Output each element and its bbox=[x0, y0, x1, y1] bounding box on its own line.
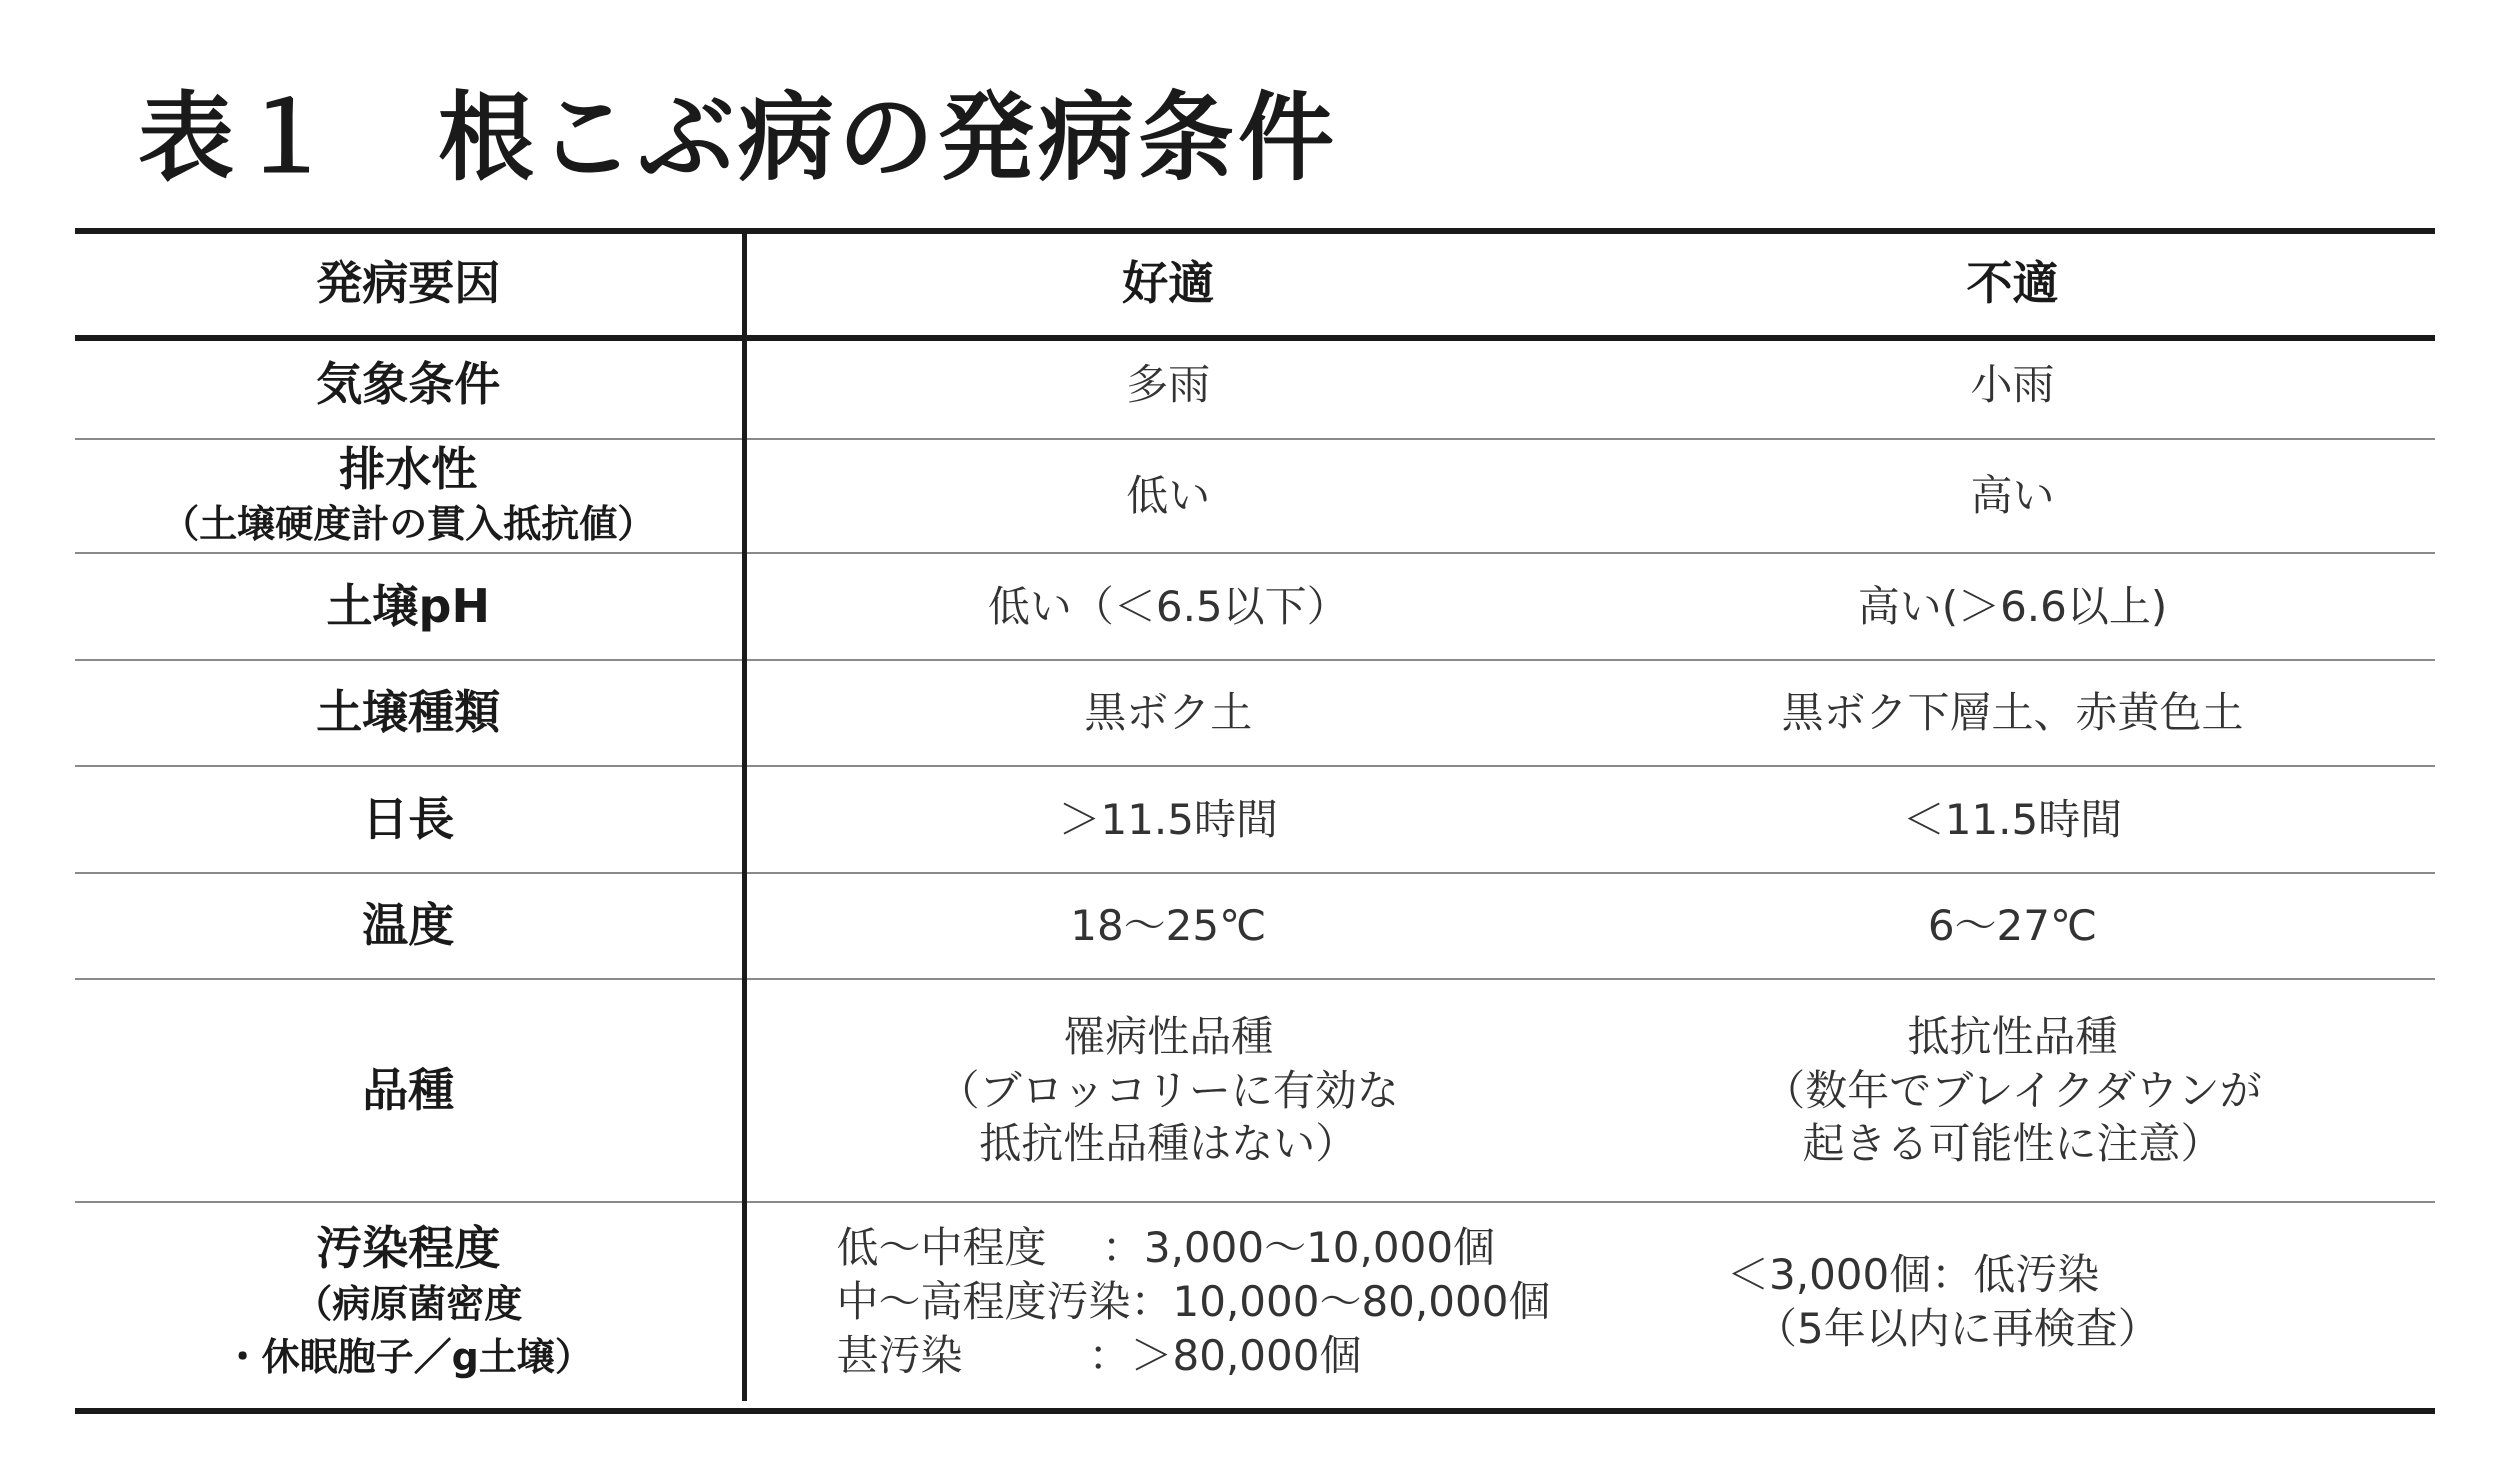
row-label-cell bbox=[75, 1202, 744, 1401]
unfavorable-cell bbox=[1590, 1202, 2435, 1401]
row-label: 日長 bbox=[75, 766, 744, 873]
page-title: 表１ 根こぶ病の発病条件 bbox=[138, 82, 1338, 194]
disease-conditions-table bbox=[75, 228, 2435, 1401]
favorable-line: 中～高程度汚染：10,000～80,000個 bbox=[836, 1277, 1551, 1327]
table-row bbox=[75, 1202, 2435, 1401]
favorable-cell bbox=[744, 1202, 1590, 1401]
unfavorable-line: （数年でブレイクダウンが bbox=[1763, 1065, 2262, 1115]
table-row bbox=[75, 439, 2435, 553]
header-favorable: 好適 bbox=[1122, 256, 1215, 310]
unfavorable-cell: 黒ボク下層土、赤黄色土 bbox=[1590, 660, 2435, 766]
row-sublabel: （病原菌密度 bbox=[294, 1281, 523, 1326]
unfavorable-line: 起きる可能性に注意） bbox=[1802, 1119, 2223, 1169]
row-label: 土壌pH bbox=[75, 553, 744, 660]
table-row bbox=[75, 873, 2435, 979]
favorable-line: 甚汚染 ：＞80,000個 bbox=[836, 1330, 1362, 1380]
table-row bbox=[75, 979, 2435, 1202]
row-label: 温度 bbox=[75, 873, 744, 979]
favorable-line: 罹病性品種 bbox=[1063, 1011, 1274, 1061]
unfavorable-cell: ＜11.5時間 bbox=[1590, 766, 2435, 873]
unfavorable-cell: 高い(＞6.6以上) bbox=[1590, 553, 2435, 660]
row-label: 汚染程度 bbox=[316, 1221, 501, 1276]
favorable-cell: 低い（＜6.5以下） bbox=[744, 553, 1590, 660]
unfavorable-cell: 高い bbox=[1590, 439, 2435, 553]
table-row bbox=[75, 660, 2435, 766]
table-header-row bbox=[75, 228, 2435, 332]
favorable-cell: 多雨 bbox=[744, 332, 1590, 439]
table-row bbox=[75, 766, 2435, 873]
table-row bbox=[75, 332, 2435, 439]
favorable-cell: 黒ボク土 bbox=[744, 660, 1590, 766]
row-label: 品種 bbox=[75, 979, 744, 1202]
header-unfavorable: 不適 bbox=[1966, 256, 2059, 310]
unfavorable-line: ＜3,000個：低汚染 bbox=[1727, 1250, 2100, 1300]
favorable-cell: 18～25℃ bbox=[744, 873, 1590, 979]
favorable-line: （ブロッコリーに有効な bbox=[937, 1065, 1399, 1115]
header-factor: 発病要因 bbox=[75, 228, 744, 332]
favorable-line: 低～中程度 ：3,000～10,000個 bbox=[836, 1223, 1496, 1273]
table-bottom-rule bbox=[75, 1408, 2435, 1414]
row-sublabel: （土壌硬度計の貫入抵抗値） bbox=[161, 502, 656, 547]
unfavorable-line: 抵抗性品種 bbox=[1907, 1011, 2118, 1061]
unfavorable-line: （5年以内に再検査） bbox=[1755, 1304, 2160, 1353]
favorable-cell: 低い bbox=[744, 439, 1590, 553]
row-label: 土壌種類 bbox=[75, 660, 744, 766]
unfavorable-cell: 小雨 bbox=[1590, 332, 2435, 439]
favorable-cell bbox=[744, 979, 1590, 1202]
row-label: 排水性 bbox=[339, 441, 478, 496]
favorable-cell: ＞11.5時間 bbox=[744, 766, 1590, 873]
row-sublabel: ・休眠胞子／g土壌） bbox=[223, 1334, 593, 1379]
row-label: 気象条件 bbox=[75, 332, 744, 439]
unfavorable-cell: 6～27℃ bbox=[1590, 873, 2435, 979]
unfavorable-cell bbox=[1590, 979, 2435, 1202]
table-row bbox=[75, 553, 2435, 660]
favorable-line: 抵抗性品種はない） bbox=[979, 1119, 1358, 1169]
row-label-cell bbox=[75, 439, 744, 553]
